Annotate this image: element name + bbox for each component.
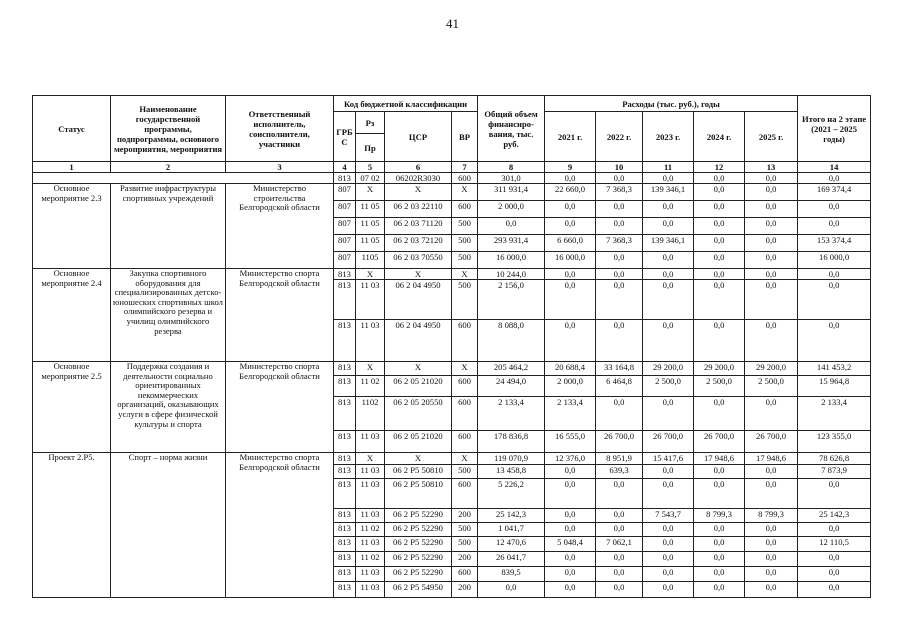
- table-cell: 123 355,0: [798, 431, 871, 453]
- table-cell: 11 03: [356, 465, 385, 479]
- table-cell: 0,0: [596, 173, 643, 184]
- table-cell: 7 368,3: [596, 235, 643, 252]
- table-cell: 813: [334, 523, 356, 537]
- table-cell: 1 041,7: [478, 523, 545, 537]
- table-cell: 0,0: [694, 397, 745, 431]
- table-cell: 200: [452, 509, 478, 523]
- table-cell: 24 494,0: [478, 376, 545, 397]
- table-row: [33, 453, 871, 465]
- table-cell: 0,0: [745, 269, 798, 280]
- table-cell: 0,0: [643, 582, 694, 598]
- table-cell: 0,0: [545, 280, 596, 320]
- table-cell: 11 05: [356, 201, 385, 218]
- table-cell: 20 688,4: [545, 362, 596, 376]
- table-cell: 0,0: [596, 523, 643, 537]
- table-cell: 0,0: [545, 509, 596, 523]
- table-cell: 06 2 05 20550: [385, 397, 452, 431]
- responsible-cell: Министерство спорта Белгородской области: [226, 269, 334, 362]
- table-cell: 639,3: [596, 465, 643, 479]
- table-cell: 0,0: [545, 567, 596, 582]
- table-cell: 0,0: [745, 465, 798, 479]
- table-cell: 178 836,8: [478, 431, 545, 453]
- table-cell: 13 458,8: [478, 465, 545, 479]
- table-cell: 293 931,4: [478, 235, 545, 252]
- table-cell: 06 2 04 4950: [385, 320, 452, 362]
- table-cell: 0,0: [745, 280, 798, 320]
- table-cell: 06 2 03 70550: [385, 252, 452, 269]
- table-cell: 0,0: [478, 582, 545, 598]
- table-cell: 11 05: [356, 218, 385, 235]
- table-cell: 0,0: [745, 582, 798, 598]
- table-cell: 0,0: [643, 320, 694, 362]
- table-cell: 807: [334, 252, 356, 269]
- table-cell: 11 02: [356, 523, 385, 537]
- header-pr: Пр: [356, 134, 385, 162]
- table-cell: 15 964,8: [798, 376, 871, 397]
- header-status: Статус: [33, 96, 111, 162]
- activity-name-cell: Спорт – норма жизни: [111, 453, 226, 598]
- table-cell: 0,0: [545, 173, 596, 184]
- status-cell: Проект 2.Р5.: [33, 453, 111, 598]
- table-cell: 0,0: [745, 552, 798, 567]
- table-cell: 0,0: [643, 465, 694, 479]
- table-cell: 813: [334, 280, 356, 320]
- header-responsible: Ответственный исполнитель, соисполнители, участники: [226, 96, 334, 162]
- status-cell: Основное мероприятие 2.5: [33, 362, 111, 453]
- header-total-financing: Общий объем финансиро-вания, тыс. руб.: [478, 96, 545, 162]
- table-cell: 205 464,2: [478, 362, 545, 376]
- column-index: 3: [226, 162, 334, 173]
- activity-name-cell: Развитие инфраструктуры спортивных учреждений: [111, 184, 226, 269]
- table-cell: 12 376,0: [545, 453, 596, 465]
- table-cell: 500: [452, 235, 478, 252]
- column-index: 8: [478, 162, 545, 173]
- table-cell: 200: [452, 582, 478, 598]
- table-cell: 11 02: [356, 552, 385, 567]
- table-cell: 813: [334, 552, 356, 567]
- table-cell: 0,0: [478, 218, 545, 235]
- table-cell: 06 2 03 71120: [385, 218, 452, 235]
- table-cell: 813: [334, 397, 356, 431]
- table-cell: 0,0: [643, 523, 694, 537]
- table-cell: 500: [452, 280, 478, 320]
- table-cell: 0,0: [545, 320, 596, 362]
- table-cell: 807: [334, 218, 356, 235]
- column-index: 13: [745, 162, 798, 173]
- header-budget-code: Код бюджетной классификации: [334, 96, 478, 112]
- table-cell: 600: [452, 173, 478, 184]
- table-cell: 16 000,0: [478, 252, 545, 269]
- table-cell: 0,0: [745, 397, 798, 431]
- table-cell: 26 700,0: [643, 431, 694, 453]
- table-cell: 500: [452, 523, 478, 537]
- table-cell: 11 03: [356, 509, 385, 523]
- table-cell: 7 543,7: [643, 509, 694, 523]
- table-cell: 17 948,6: [745, 453, 798, 465]
- header-year-2022: 2022 г.: [596, 112, 643, 162]
- table-cell: X: [356, 184, 385, 201]
- table-cell: 0,0: [643, 173, 694, 184]
- table-cell: 11 03: [356, 537, 385, 552]
- table-cell: 139 346,1: [643, 235, 694, 252]
- table-cell: 0,0: [643, 397, 694, 431]
- table-cell: 139 346,1: [643, 184, 694, 201]
- table-cell: 813: [334, 431, 356, 453]
- table-cell: 311 931,4: [478, 184, 545, 201]
- table-cell: 6 464,8: [596, 376, 643, 397]
- table-cell: 11 02: [356, 376, 385, 397]
- table-cell: 0,0: [745, 479, 798, 509]
- column-index: 4: [334, 162, 356, 173]
- table-cell: 813: [334, 453, 356, 465]
- table-cell: 06 2 P5 50810: [385, 479, 452, 509]
- table-cell: 0,0: [643, 567, 694, 582]
- table-cell: 0,0: [798, 523, 871, 537]
- table-cell: 0,0: [745, 235, 798, 252]
- header-expenses: Расходы (тыс. руб.), годы: [545, 96, 798, 112]
- table-cell: 0,0: [694, 218, 745, 235]
- table-cell: 0,0: [694, 465, 745, 479]
- header-vr: ВР: [452, 112, 478, 162]
- table-cell: 8 799,3: [694, 509, 745, 523]
- table-cell: 0,0: [798, 479, 871, 509]
- table-cell: 813: [334, 509, 356, 523]
- table-cell: 2 000,0: [478, 201, 545, 218]
- table-cell: 813: [334, 537, 356, 552]
- table-cell: 0,0: [745, 537, 798, 552]
- table-cell: 813: [334, 269, 356, 280]
- table-cell: 2 133,4: [545, 397, 596, 431]
- column-index: 5: [356, 162, 385, 173]
- header-year-2023: 2023 г.: [643, 112, 694, 162]
- table-cell: 10 244,0: [478, 269, 545, 280]
- table-cell: X: [385, 269, 452, 280]
- table-cell: X: [452, 453, 478, 465]
- table-cell: X: [356, 453, 385, 465]
- table-cell: 0,0: [694, 582, 745, 598]
- table-cell: 0,0: [643, 280, 694, 320]
- table-cell: 600: [452, 320, 478, 362]
- table-cell: 600: [452, 567, 478, 582]
- table-cell: 0,0: [798, 201, 871, 218]
- table-row: [33, 184, 871, 201]
- table-cell: 06 2 03 72120: [385, 235, 452, 252]
- table-cell: 807: [334, 201, 356, 218]
- table-cell: 06 2 05 21020: [385, 376, 452, 397]
- table-cell: 0,0: [596, 479, 643, 509]
- table-row: [33, 362, 871, 376]
- table-cell: 0,0: [596, 552, 643, 567]
- table-cell: 0,0: [798, 269, 871, 280]
- column-index: 7: [452, 162, 478, 173]
- table-cell: 0,0: [694, 252, 745, 269]
- table-cell: 0,0: [694, 552, 745, 567]
- column-index: 6: [385, 162, 452, 173]
- table-cell: X: [356, 269, 385, 280]
- table-cell: 500: [452, 537, 478, 552]
- header-year-2025: 2025 г.: [745, 112, 798, 162]
- table-cell: 0,0: [745, 567, 798, 582]
- table-cell: 2 133,4: [478, 397, 545, 431]
- table-cell: 0,0: [545, 523, 596, 537]
- table-cell: 11 03: [356, 582, 385, 598]
- table-cell: 5 226,2: [478, 479, 545, 509]
- table-cell: 0,0: [798, 218, 871, 235]
- activity-name-cell: Закупка спортивного оборудования для специализированных детско-юношеских спортивных школ олимпийского резерва и училищ олимпийского резерва: [111, 269, 226, 362]
- table-cell: 0,0: [694, 235, 745, 252]
- table-cell: 813: [334, 362, 356, 376]
- table-cell: 11 03: [356, 320, 385, 362]
- table-cell: 600: [452, 201, 478, 218]
- table-cell: 0,0: [798, 173, 871, 184]
- table-cell: 0,0: [694, 567, 745, 582]
- table-cell: 0,0: [798, 582, 871, 598]
- table-cell: 5 048,4: [545, 537, 596, 552]
- table-cell: 0,0: [545, 218, 596, 235]
- table-cell: 200: [452, 552, 478, 567]
- table-cell: X: [385, 453, 452, 465]
- table-cell: 25 142,3: [798, 509, 871, 523]
- table-cell: 813: [334, 173, 356, 184]
- column-index: 11: [643, 162, 694, 173]
- table-cell: 0,0: [596, 280, 643, 320]
- table-cell: 0,0: [596, 252, 643, 269]
- responsible-cell: Министерство спорта Белгородской области: [226, 362, 334, 453]
- table-cell: 26 041,7: [478, 552, 545, 567]
- column-index: 2: [111, 162, 226, 173]
- header-csr: ЦСР: [385, 112, 452, 162]
- table-cell: 7 368,3: [596, 184, 643, 201]
- responsible-cell: Министерство спорта Белгородской области: [226, 453, 334, 598]
- table-cell: 11 03: [356, 431, 385, 453]
- table-cell: 600: [452, 376, 478, 397]
- table-cell: 11 05: [356, 235, 385, 252]
- table-cell: 600: [452, 397, 478, 431]
- table-cell: 2 500,0: [745, 376, 798, 397]
- table-cell: 0,0: [694, 269, 745, 280]
- table-cell: 0,0: [643, 201, 694, 218]
- table-cell: 06 2 P5 52290: [385, 537, 452, 552]
- table-cell: 0,0: [798, 552, 871, 567]
- table-cell: 7 873,9: [798, 465, 871, 479]
- table-cell: 0,0: [694, 537, 745, 552]
- table-cell: 0,0: [545, 269, 596, 280]
- table-cell: 0,0: [545, 201, 596, 218]
- table-cell: 8 799,3: [745, 509, 798, 523]
- table-cell: X: [452, 184, 478, 201]
- table-cell: 06 2 P5 52290: [385, 552, 452, 567]
- table-cell: 06 2 05 21020: [385, 431, 452, 453]
- responsible-cell: Министерство строительства Белгородской области: [226, 184, 334, 269]
- table-cell: 1105: [356, 252, 385, 269]
- header-year-2024: 2024 г.: [694, 112, 745, 162]
- table-cell: 6 660,0: [545, 235, 596, 252]
- table-cell: 0,0: [694, 320, 745, 362]
- table-cell: 0,0: [596, 582, 643, 598]
- table-cell: 15 417,6: [643, 453, 694, 465]
- table-cell: X: [452, 269, 478, 280]
- table-cell: 06 2 P5 52290: [385, 523, 452, 537]
- table-cell: 500: [452, 465, 478, 479]
- table-cell: 0,0: [545, 552, 596, 567]
- table-cell: 0,0: [694, 184, 745, 201]
- table-cell: 0,0: [596, 567, 643, 582]
- table-cell: 17 948,6: [694, 453, 745, 465]
- table-cell: 119 070,9: [478, 453, 545, 465]
- table-cell: 0,0: [694, 173, 745, 184]
- table-cell: X: [356, 362, 385, 376]
- table-cell: 0,0: [596, 218, 643, 235]
- header-year-2021: 2021 г.: [545, 112, 596, 162]
- table-cell: 7 062,1: [596, 537, 643, 552]
- table-cell: 0,0: [745, 184, 798, 201]
- table-cell: X: [452, 362, 478, 376]
- table-cell: 813: [334, 376, 356, 397]
- status-cell: Основное мероприятие 2.3: [33, 184, 111, 269]
- table-cell: 11 03: [356, 479, 385, 509]
- table-cell: 813: [334, 465, 356, 479]
- table-cell: 06 2 04 4950: [385, 280, 452, 320]
- column-index: 1: [33, 162, 111, 173]
- column-index-row: [33, 162, 871, 173]
- table-cell: 33 164,8: [596, 362, 643, 376]
- table-cell: 0,0: [745, 201, 798, 218]
- table-cell: 06 2 P5 54950: [385, 582, 452, 598]
- table-cell: 0,0: [745, 523, 798, 537]
- table-cell: 12 110,5: [798, 537, 871, 552]
- table-row: [33, 269, 871, 280]
- table-cell: 25 142,3: [478, 509, 545, 523]
- table-cell: 0,0: [545, 465, 596, 479]
- table-cell: 141 453,2: [798, 362, 871, 376]
- table-cell: 26 700,0: [596, 431, 643, 453]
- table-cell: 0,0: [694, 479, 745, 509]
- table-cell: 813: [334, 582, 356, 598]
- table-cell: 29 200,0: [745, 362, 798, 376]
- table-cell: 0,0: [643, 269, 694, 280]
- table-cell: 0,0: [545, 479, 596, 509]
- table-cell: 2 000,0: [545, 376, 596, 397]
- table-cell: 0,0: [596, 397, 643, 431]
- table-cell: 11 03: [356, 567, 385, 582]
- table-cell: 169 374,4: [798, 184, 871, 201]
- table-cell: 0,0: [745, 320, 798, 362]
- table-cell: 29 200,0: [643, 362, 694, 376]
- table-cell: 1102: [356, 397, 385, 431]
- table-cell: 06 2 P5 50810: [385, 465, 452, 479]
- table-cell: 813: [334, 320, 356, 362]
- table-cell: 06 2 P5 52290: [385, 509, 452, 523]
- table-cell: 0,0: [596, 201, 643, 218]
- table-cell: 2 500,0: [643, 376, 694, 397]
- table-row: [33, 173, 871, 184]
- table-cell: 500: [452, 218, 478, 235]
- table-cell: 500: [452, 252, 478, 269]
- table-cell: 839,5: [478, 567, 545, 582]
- table-cell: 16 000,0: [545, 252, 596, 269]
- budget-table: [32, 95, 871, 598]
- table-cell: 0,0: [745, 218, 798, 235]
- table-cell: 0,0: [745, 173, 798, 184]
- table-cell: 0,0: [643, 479, 694, 509]
- table-cell: X: [385, 184, 452, 201]
- column-index: 12: [694, 162, 745, 173]
- table-cell: 600: [452, 479, 478, 509]
- table-cell: 78 626,8: [798, 453, 871, 465]
- table-cell: 0,0: [596, 320, 643, 362]
- table-body: [33, 173, 871, 598]
- table-cell: 0,0: [798, 320, 871, 362]
- table-cell: 0,0: [694, 280, 745, 320]
- page-number: 41: [446, 16, 459, 31]
- table-cell: 8 951,9: [596, 453, 643, 465]
- table-cell: 600: [452, 431, 478, 453]
- table-cell: 07 02: [356, 173, 385, 184]
- table-cell: 06 2 03 22110: [385, 201, 452, 218]
- table-cell: 26 700,0: [694, 431, 745, 453]
- continuation-cell: [33, 173, 334, 184]
- column-index: 14: [798, 162, 871, 173]
- table-cell: 813: [334, 567, 356, 582]
- table-cell: 0,0: [745, 252, 798, 269]
- header-name: Наименование государственной программы, подпрограммы, основного мероприятия, мероприятия: [111, 96, 226, 162]
- table-cell: 153 374,4: [798, 235, 871, 252]
- activity-name-cell: Поддержка создания и деятельности социально ориентированных некоммерческих организаций, оказывающих услуги в сфере физической культуры и спорта: [111, 362, 226, 453]
- table-cell: X: [385, 362, 452, 376]
- table-cell: 26 700,0: [745, 431, 798, 453]
- header-stage-total: Итого на 2 этапе (2021 – 2025 годы): [798, 96, 871, 162]
- table-cell: 0,0: [798, 280, 871, 320]
- table-cell: 22 660,0: [545, 184, 596, 201]
- table-cell: 16 000,0: [798, 252, 871, 269]
- table-cell: 29 200,0: [694, 362, 745, 376]
- table-cell: 12 470,6: [478, 537, 545, 552]
- table-cell: 0,0: [643, 252, 694, 269]
- table-cell: 0,0: [798, 567, 871, 582]
- header-rz: Рз: [356, 112, 385, 134]
- table-cell: 8 088,0: [478, 320, 545, 362]
- table-cell: 0,0: [643, 218, 694, 235]
- table-cell: 06 2 P5 52290: [385, 567, 452, 582]
- table-cell: 2 156,0: [478, 280, 545, 320]
- table-cell: 807: [334, 184, 356, 201]
- table-cell: 2 500,0: [694, 376, 745, 397]
- table-cell: 0,0: [643, 552, 694, 567]
- table-cell: 0,0: [596, 269, 643, 280]
- column-index: 10: [596, 162, 643, 173]
- table-cell: 301,0: [478, 173, 545, 184]
- table-cell: 11 03: [356, 280, 385, 320]
- table-cell: 0,0: [643, 537, 694, 552]
- table-cell: 0,0: [545, 582, 596, 598]
- column-index: 9: [545, 162, 596, 173]
- table-cell: 0,0: [694, 201, 745, 218]
- table-cell: 16 555,0: [545, 431, 596, 453]
- table-header: [33, 96, 871, 173]
- table-cell: 0,0: [694, 523, 745, 537]
- table-cell: 813: [334, 479, 356, 509]
- table-cell: 807: [334, 235, 356, 252]
- table-cell: 0,0: [596, 509, 643, 523]
- status-cell: Основное мероприятие 2.4: [33, 269, 111, 362]
- header-grbs: ГРБ С: [334, 112, 356, 162]
- table-cell: 06202R3030: [385, 173, 452, 184]
- table-cell: 2 133,4: [798, 397, 871, 431]
